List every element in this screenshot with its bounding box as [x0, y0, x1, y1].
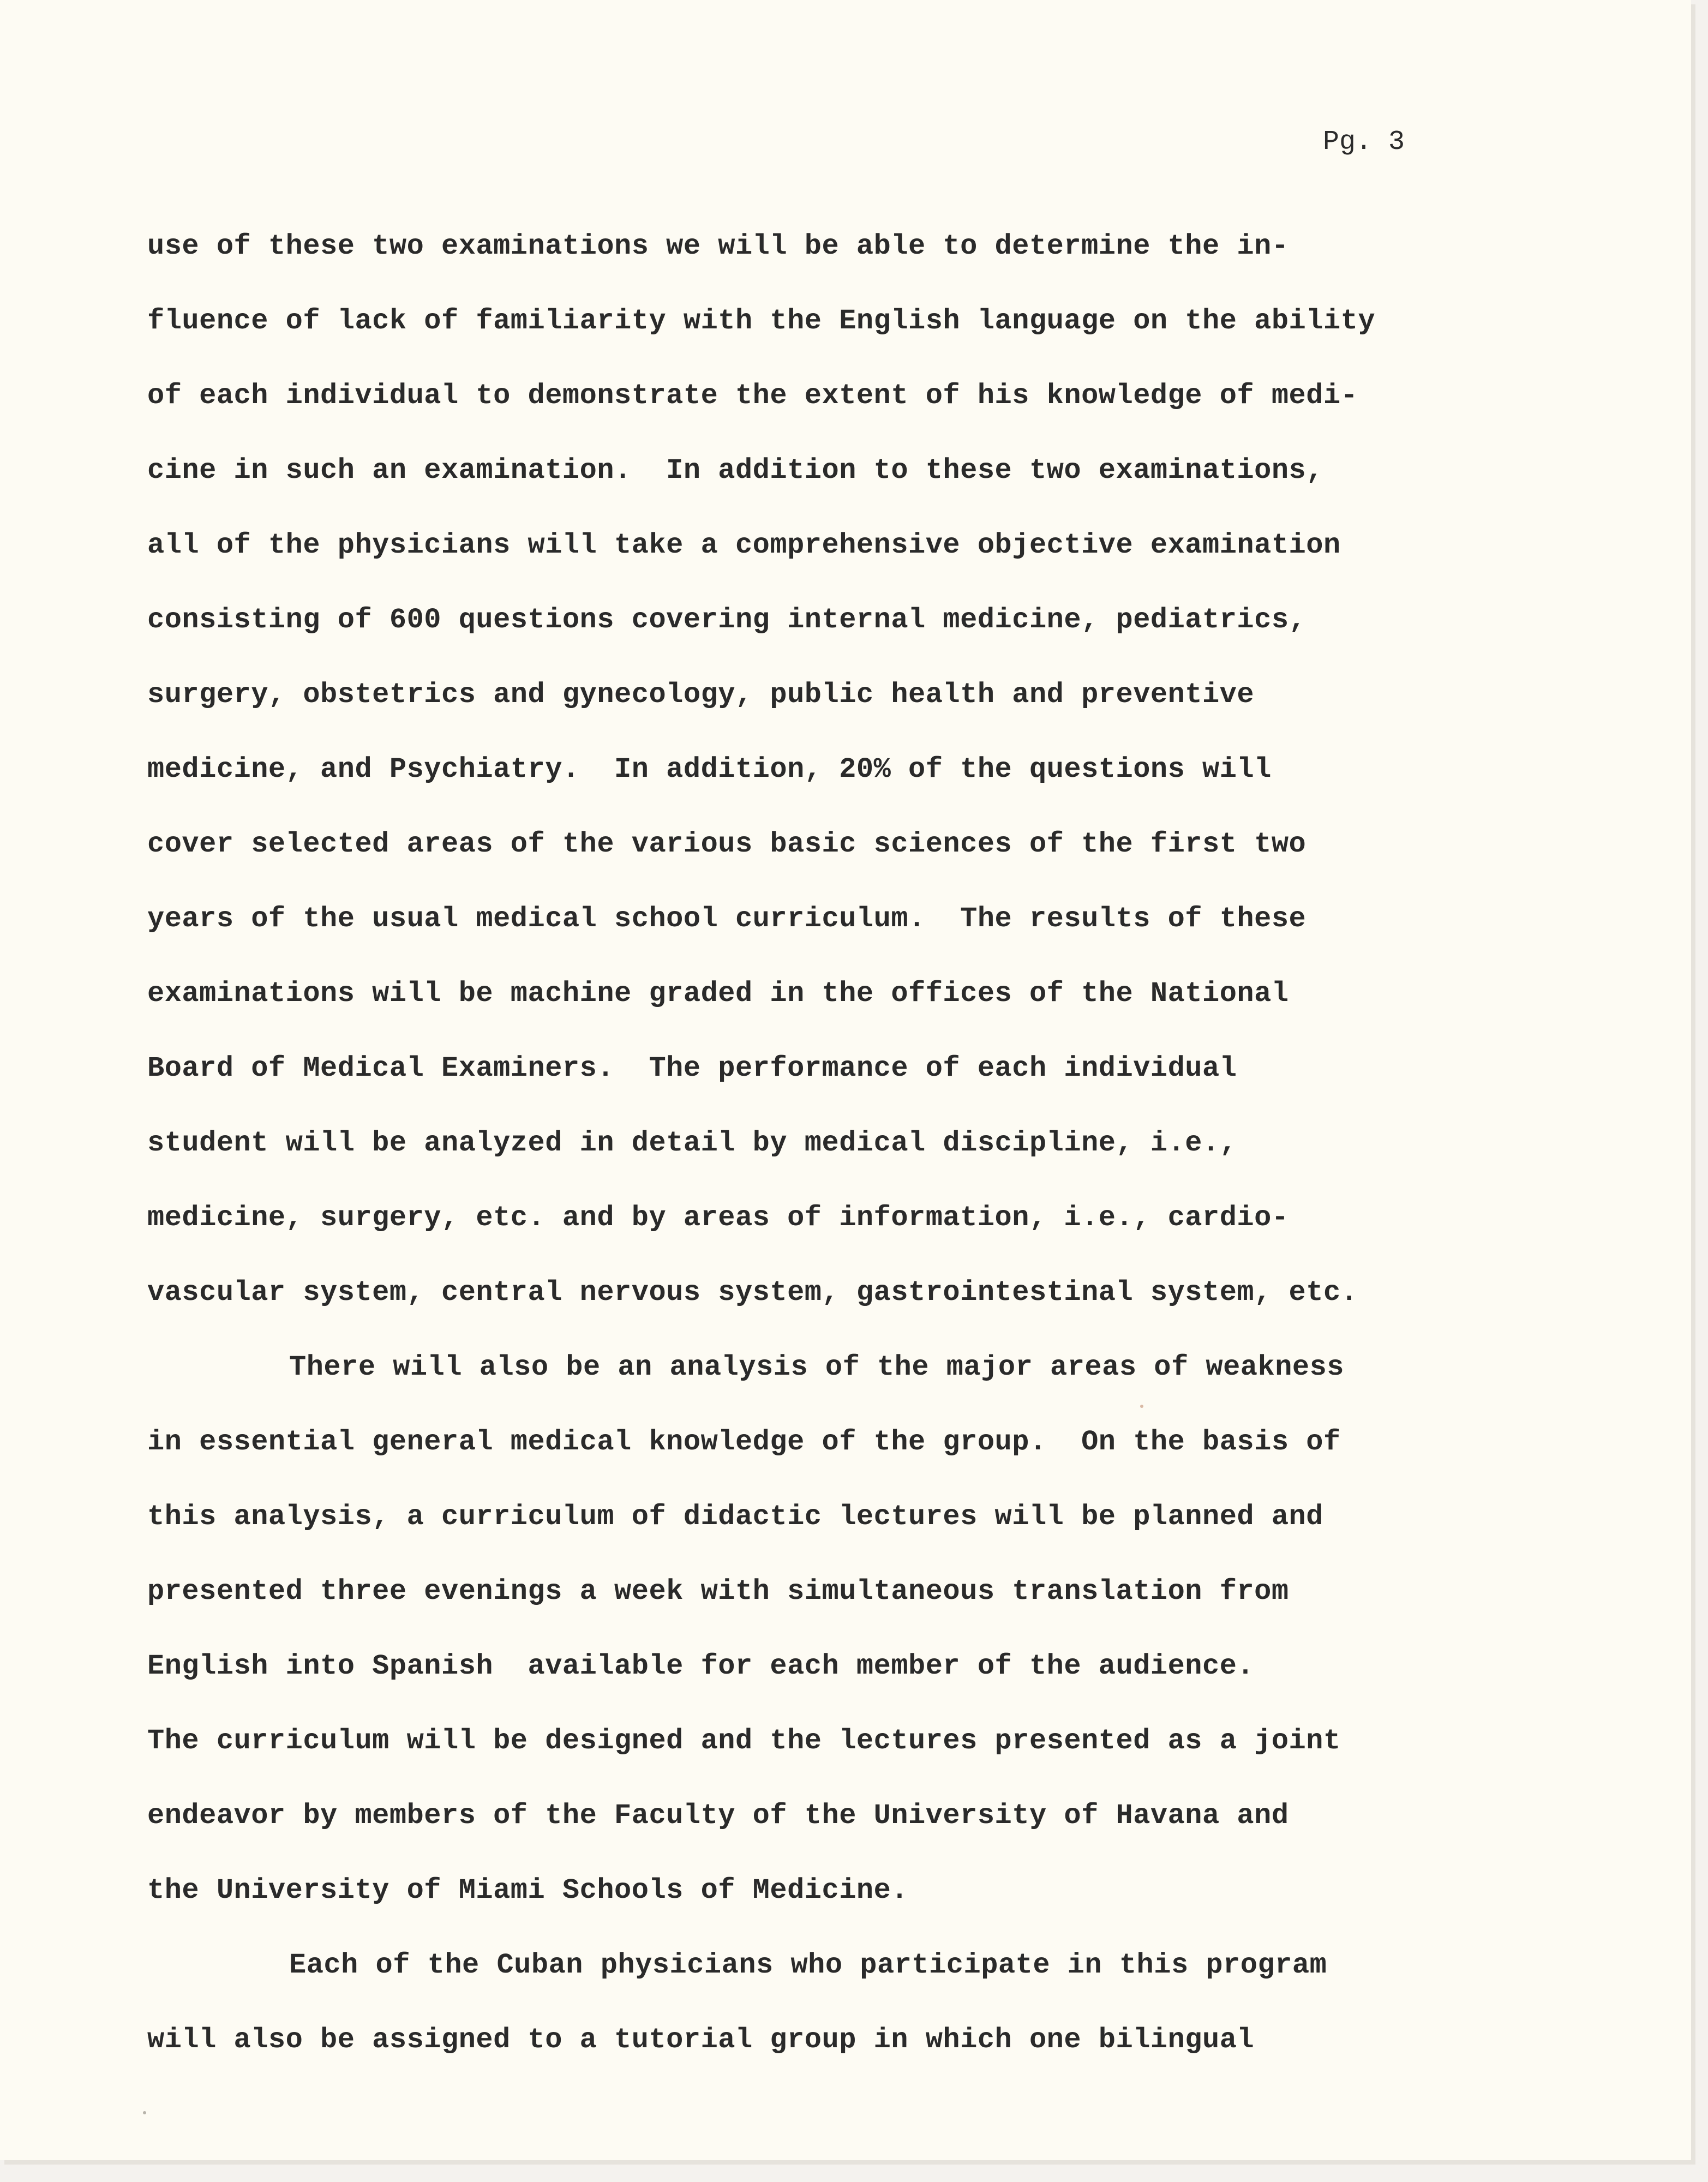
text-line: student will be analyzed in detail by medical discipline, i.e.,: [147, 1127, 1237, 1159]
text-line: use of these two examinations we will be able to determine the in-: [147, 230, 1289, 262]
text-line: cover selected areas of the various basic sciences of the first two: [147, 828, 1307, 860]
text-line: examinations will be machine graded in the offices of the National: [147, 978, 1289, 1010]
text-line: consisting of 600 questions covering internal medicine, pediatrics,: [147, 604, 1307, 636]
text-line: in essential general medical knowledge of the group. On the basis of: [147, 1426, 1341, 1458]
text-line: medicine, surgery, etc. and by areas of information, i.e., cardio-: [147, 1202, 1289, 1234]
text-line: Each of the Cuban physicians who participate in this program: [289, 1949, 1327, 1981]
text-line: surgery, obstetrics and gynecology, public health and preventive: [147, 679, 1255, 711]
body-text: [147, 228, 1566, 2096]
text-line: this analysis, a curriculum of didactic lectures will be planned and: [147, 1501, 1323, 1533]
text-line: all of the physicians will take a comprehensive objective examination: [147, 529, 1341, 561]
paper-speck: [1140, 1405, 1143, 1408]
page-number: Pg. 3: [1323, 127, 1405, 158]
text-line: English into Spanish available for each member of the audience.: [147, 1650, 1255, 1682]
text-line: There will also be an analysis of the major areas of weakness: [289, 1351, 1345, 1383]
text-line: fluence of lack of familiarity with the English language on the ability: [147, 305, 1376, 337]
paper-speck: [143, 2111, 146, 2114]
text-line: vascular system, central nervous system, gastrointestinal system, etc.: [147, 1276, 1358, 1309]
text-line: will also be assigned to a tutorial group in which one bilingual: [147, 2024, 1255, 2056]
text-line: presented three evenings a week with simultaneous translation from: [147, 1575, 1289, 1608]
text-line: of each individual to demonstrate the extent of his knowledge of medi-: [147, 380, 1358, 412]
text-line: Board of Medical Examiners. The performance of each individual: [147, 1052, 1237, 1084]
text-line: years of the usual medical school curriculum. The results of these: [147, 903, 1307, 935]
text-line: the University of Miami Schools of Medicine.: [147, 1874, 909, 1907]
text-line: cine in such an examination. In addition to these two examinations,: [147, 454, 1323, 487]
text-line: medicine, and Psychiatry. In addition, 20% of the questions will: [147, 753, 1272, 786]
text-line: endeavor by members of the Faculty of the University of Havana and: [147, 1800, 1289, 1832]
text-line: The curriculum will be designed and the lectures presented as a joint: [147, 1725, 1341, 1757]
